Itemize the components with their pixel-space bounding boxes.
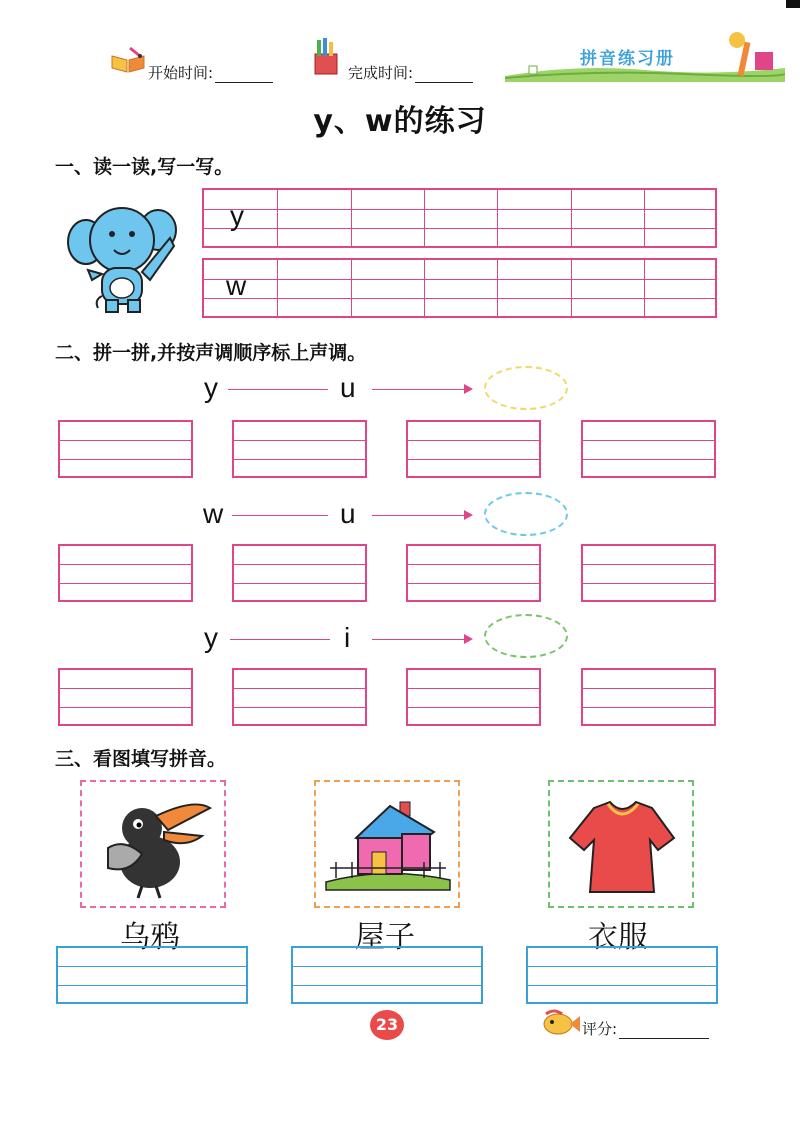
crow-picture-frame xyxy=(80,780,226,908)
section3-heading: 三、看图填写拼音。 xyxy=(55,748,227,770)
clothes-picture-frame xyxy=(548,780,694,908)
tone-grid-3-3[interactable] xyxy=(406,668,541,726)
house-icon xyxy=(316,782,458,906)
spell-initial-1: y xyxy=(204,372,218,403)
sample-letter-y: y xyxy=(230,200,244,231)
tone-grid-1-2[interactable] xyxy=(232,420,367,478)
spell-arrow-head-2 xyxy=(464,510,473,520)
tone-grid-1-4[interactable] xyxy=(581,420,716,478)
crow-icon xyxy=(82,782,224,906)
tone-grid-3-2[interactable] xyxy=(232,668,367,726)
spell-connector-2 xyxy=(232,515,328,516)
tone-grid-2-4[interactable] xyxy=(581,544,716,602)
pinyin-answer-clothes[interactable] xyxy=(526,946,718,1004)
elephant-illustration xyxy=(66,200,184,318)
spell-initial-2: w xyxy=(203,498,224,529)
section1-heading: 一、读一读,写一写。 xyxy=(55,156,234,178)
answer-oval-3[interactable] xyxy=(484,614,568,658)
pinyin-answer-house[interactable] xyxy=(291,946,483,1004)
spell-arrow-head-3 xyxy=(464,634,473,644)
score-label: 评分: xyxy=(582,1020,618,1038)
tone-grid-2-3[interactable] xyxy=(406,544,541,602)
start-time-label: 开始时间: xyxy=(148,64,214,82)
finish-time-blank[interactable] xyxy=(415,68,473,83)
fish-icon xyxy=(540,1008,580,1038)
sample-letter-w: w xyxy=(226,270,247,301)
word-clothes: 衣服 xyxy=(588,920,648,955)
page-number: 23 xyxy=(375,1015,399,1034)
tone-grid-1-1[interactable] xyxy=(58,420,193,478)
spell-final-2: u xyxy=(340,498,356,529)
section2-heading: 二、拼一拼,并按声调顺序标上声调。 xyxy=(55,342,367,364)
start-time-blank[interactable] xyxy=(215,68,273,83)
spell-final-1: u xyxy=(340,372,356,403)
spell-final-3: i xyxy=(344,622,351,653)
spell-initial-3: y xyxy=(204,622,218,653)
word-house: 屋子 xyxy=(355,920,415,955)
writing-grid-y[interactable] xyxy=(202,188,717,248)
writing-grid-w[interactable] xyxy=(202,258,717,318)
spell-arrow-line-1 xyxy=(372,389,464,390)
book-title: 拼音练习册 xyxy=(580,49,675,69)
corner-mark xyxy=(786,0,800,8)
answer-oval-1[interactable] xyxy=(484,366,568,410)
header xyxy=(0,0,800,90)
pinyin-answer-crow[interactable] xyxy=(56,946,248,1004)
tone-grid-2-1[interactable] xyxy=(58,544,193,602)
page-number-badge xyxy=(370,1010,404,1040)
shirt-icon xyxy=(550,782,692,906)
score-blank[interactable] xyxy=(619,1024,709,1039)
pencil-cup-icon xyxy=(310,36,342,76)
book-icon xyxy=(110,44,146,74)
spell-connector-3 xyxy=(230,639,330,640)
spell-arrow-line-3 xyxy=(372,639,464,640)
spell-connector-1 xyxy=(228,389,328,390)
spell-arrow-line-2 xyxy=(372,515,464,516)
page-title: y、w的练习 xyxy=(313,104,487,139)
word-crow: 乌鸦 xyxy=(120,920,180,955)
answer-oval-2[interactable] xyxy=(484,492,568,536)
tone-grid-1-3[interactable] xyxy=(406,420,541,478)
spell-arrow-head-1 xyxy=(464,384,473,394)
house-picture-frame xyxy=(314,780,460,908)
tone-grid-2-2[interactable] xyxy=(232,544,367,602)
tone-grid-3-4[interactable] xyxy=(581,668,716,726)
finish-time-label: 完成时间: xyxy=(348,64,414,82)
tone-grid-3-1[interactable] xyxy=(58,668,193,726)
